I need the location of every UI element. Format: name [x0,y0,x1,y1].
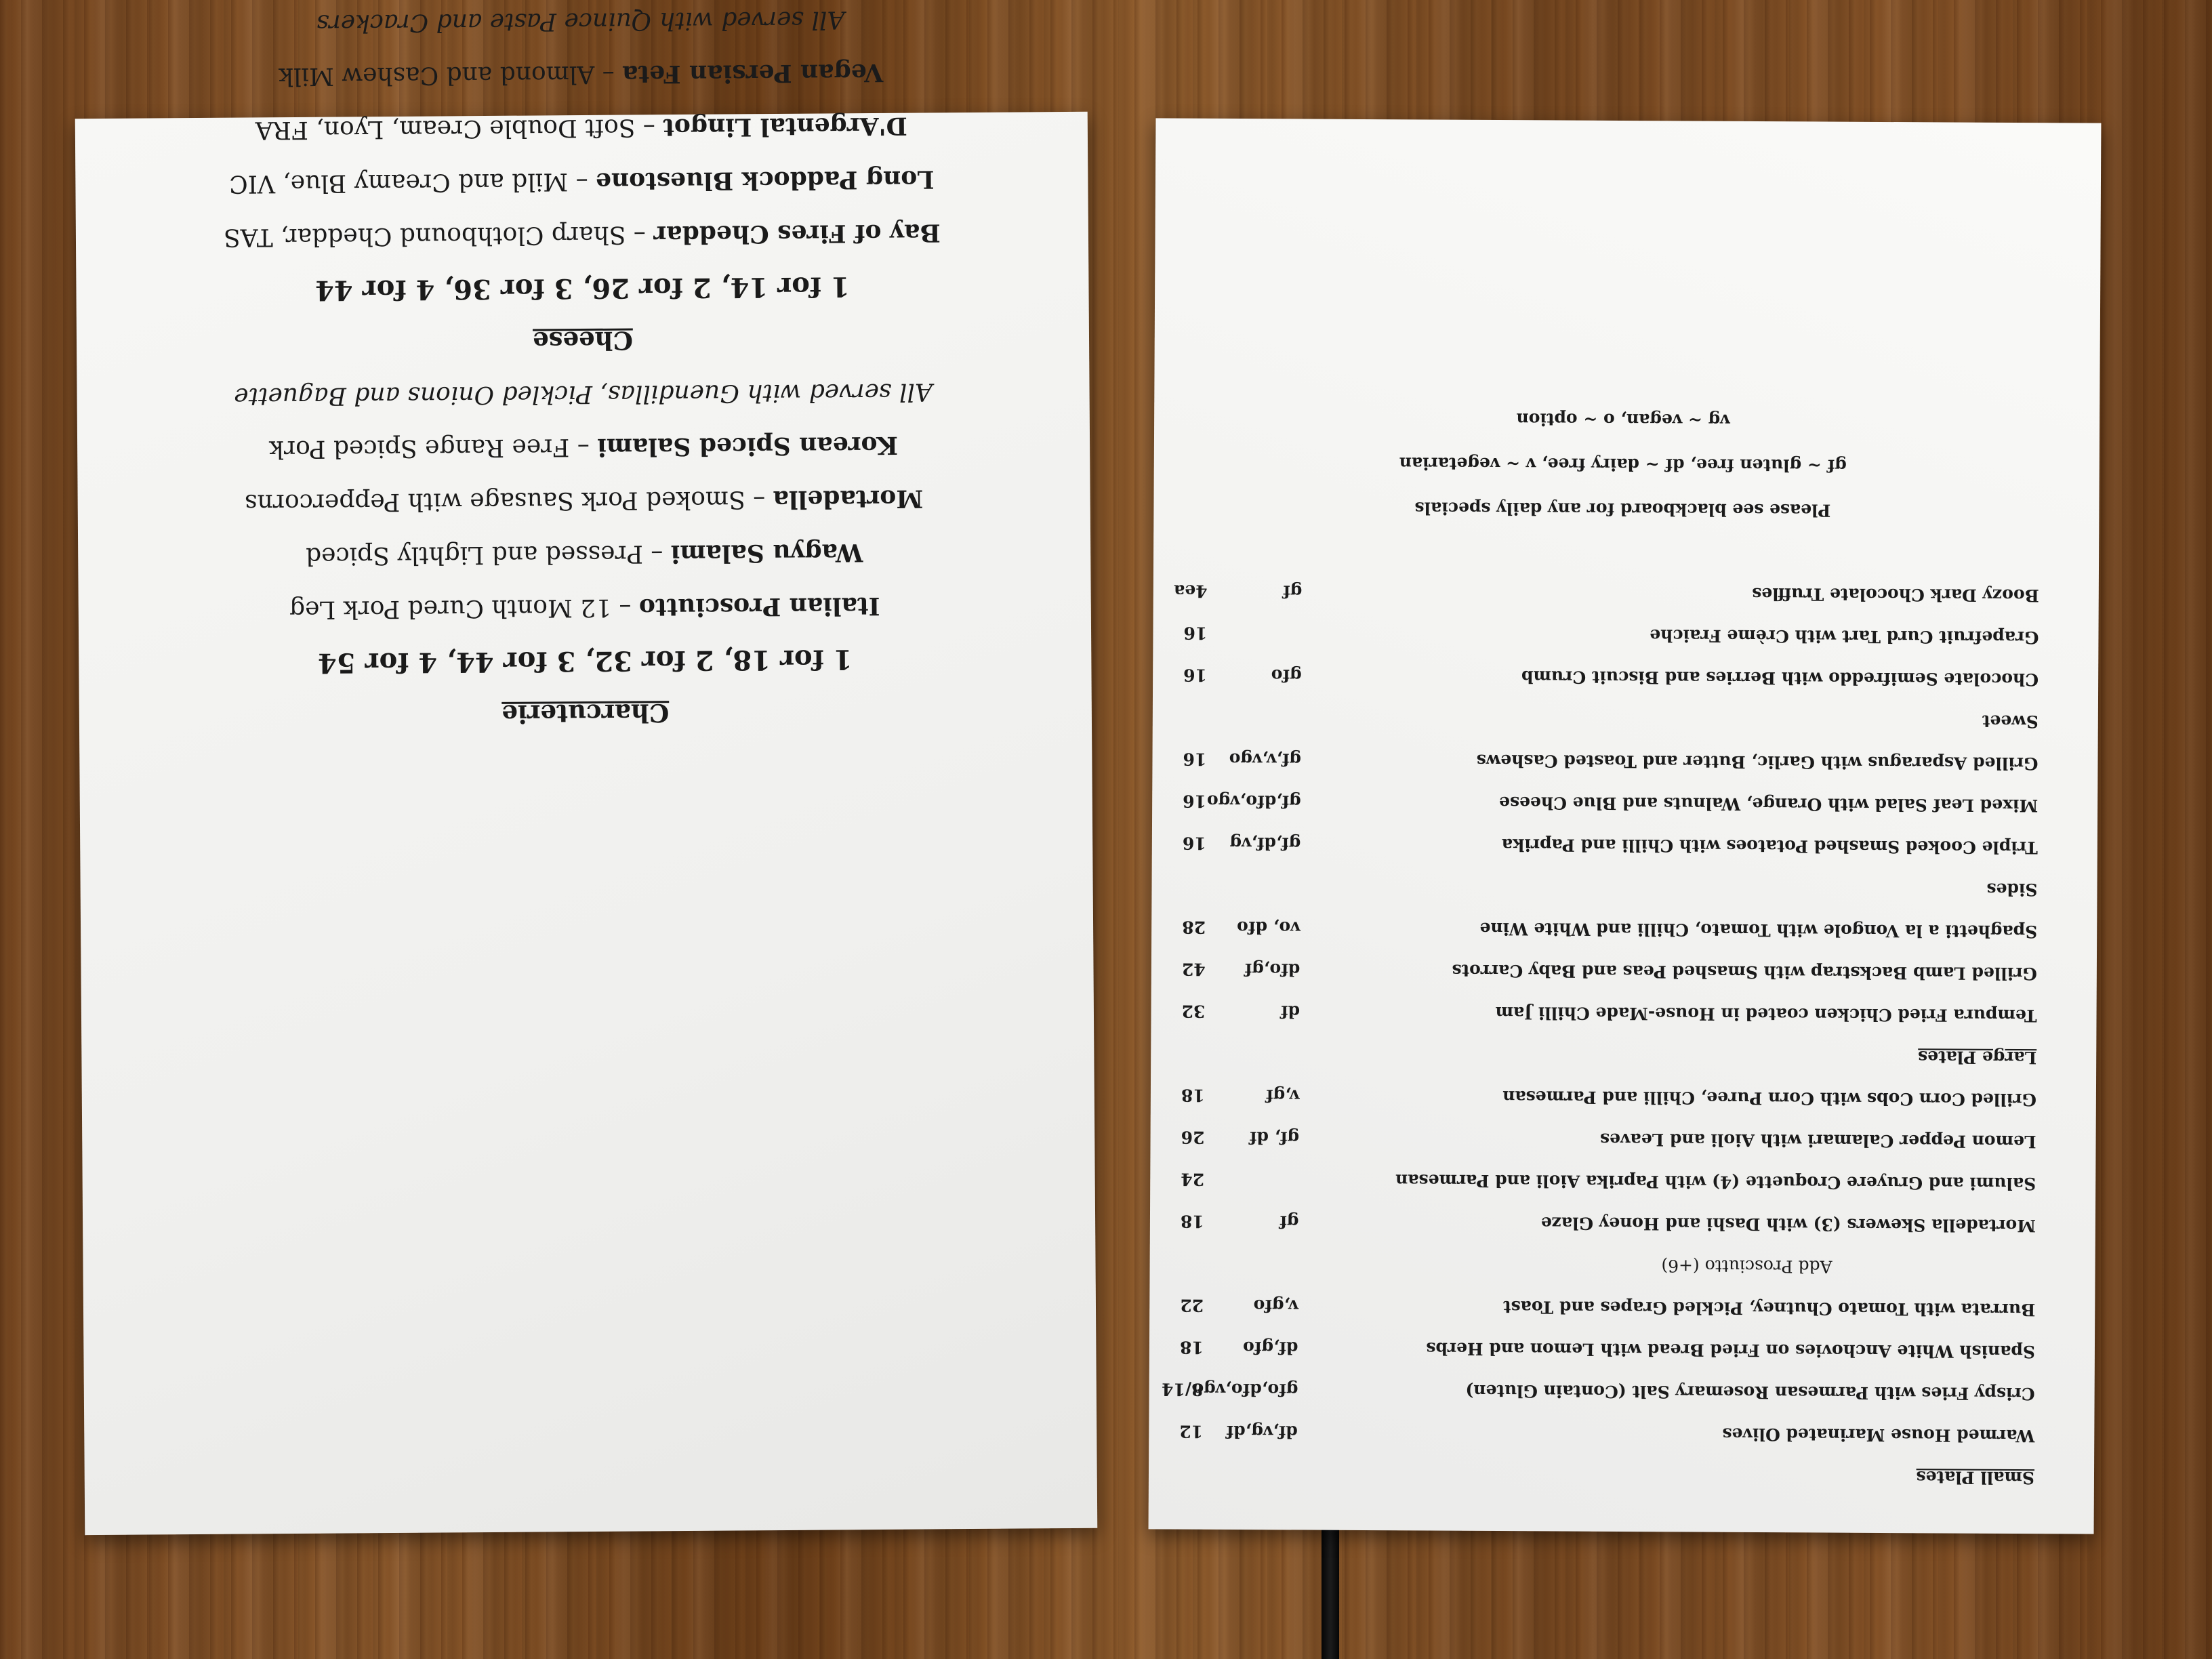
charcuterie-item [77,470,1090,531]
dietary-tags: gfo,dfo,vgo [1192,1379,1298,1400]
dietary-tags: df [1280,1002,1300,1022]
menu-row [1149,1242,2035,1288]
menu-item-name: Spanish White Anchovies on Fried Bread with Lemon and Herbs [1426,1338,2036,1362]
menu-item-name: Grapefruit Curd Tart with Crème Fraiche [1650,626,2039,648]
menu-item-price [1149,1242,1204,1284]
menu-item-price: 26 [1181,1127,1205,1147]
menu-row [1151,947,2037,994]
charcuterie-item [78,524,1091,584]
dietary-tags: gf,df,vg [1229,833,1301,854]
menu-item-price: 18 [1180,1211,1204,1231]
cheese-item-name: D'Argental Lingot [663,111,907,142]
menu-item-price: 18 [1179,1337,1204,1357]
charcuterie-item-name: Wagyu Salami [670,538,863,569]
dietary-tags: gf [1282,581,1303,602]
cheese-price-line: 1 for 14, 2 for 26, 3 for 36, 4 for 44 [314,270,851,306]
cheese-item-desc: – Mild and Creamy Blue, VIC [229,167,596,198]
menu-item-price: 32 [1181,1001,1206,1021]
cheese-heading: Cheese [532,325,634,356]
menu-item-name: Salumi and Gruyere Croquette (4) with Paprika Aioli and Parmesan [1395,1170,2036,1194]
menu-item-name: Grilled Lamb Backstrap with Smashed Peas and Baby Carrots [1452,960,2037,984]
menu-row [1153,653,2039,700]
menu-item-price: 16 [1183,665,1208,685]
dietary-tags: dfo,gf [1244,960,1300,980]
menu-row [1150,1200,2036,1246]
cheese-item [75,98,1088,158]
menu-row [1149,1326,2035,1372]
menu-row [1152,821,2038,868]
plates-menu-card [1149,118,2102,1534]
menu-row [1149,1368,2034,1414]
menu-item-price: 28 [1182,917,1206,937]
charcuterie-price-line: 1 for 18, 2 for 32, 3 for 44, 4 for 54 [317,643,853,679]
dietary-tags: gfo [1271,665,1302,686]
menu-row [1149,1410,2034,1456]
cheese-item-name: Long Paddock Bluestone [595,165,935,196]
cheese-item-name: Vegan Persian Feta [622,58,884,89]
menu-item-price: 12 [1179,1421,1204,1441]
menu-row [1153,611,2039,658]
menu-row [1149,1284,2035,1330]
charcuterie-item-name: Mortadella [773,484,924,514]
dietary-tags: gf [1279,1212,1299,1232]
menu-item-name: Chocolate Semifreddo with Berries and Biscuit Crumb [1521,667,2039,690]
right-card-content [1149,118,2102,1534]
dietary-tags: vo, dfo [1237,918,1300,938]
menu-item-price: 16 [1183,749,1207,769]
menu-row [1152,737,2038,784]
dietary-tags: v,gf [1265,1086,1300,1106]
menu-row [1151,905,2037,952]
cheese-item-desc: – Almond and Cashew Milk [279,60,623,91]
menu-item-price: 42 [1181,959,1206,979]
menu-item-price: 16 [1182,833,1206,853]
menu-item-name: Burrata with Tomato Chutney, Pickled Grapes and Toast [1502,1297,2036,1320]
charcuterie-cheese-menu-card [75,5,1098,1535]
charcuterie-item-name: Korean Spiced Salami [597,430,899,462]
charcuterie-item-desc: – 12 Month Cured Pork Leg [289,593,640,624]
cheese-item [76,205,1089,265]
menu-item-price: 16 [1183,791,1207,811]
cheese-item-desc: – Sharp Clothbound Cheddar, TAS [223,220,654,251]
menu-item-name: Add Prosciutto (+6) [1661,1256,1832,1277]
menu-row [1150,1115,2036,1162]
section-heading: Large Plates [1918,1047,2037,1068]
dietary-tags [1204,1158,1299,1201]
charcuterie-item [79,577,1092,638]
section-heading: Sides [1986,879,2038,900]
menu-item-name: Boozy Dark Chocolate Truffles [1752,583,2039,606]
cheese-item [75,151,1088,211]
charcuterie-item [77,417,1090,477]
dietary-tags [1204,1242,1298,1285]
menu-row [1151,1073,2036,1120]
menu-item-price: 16 [1183,623,1208,643]
cheese-served-note: All served with Quince Paste and Crackers [316,5,845,37]
dietary-tags: gf,v,vgo [1229,749,1302,770]
menu-item-name: Lemon Pepper Calamari with Aioli and Leaves [1599,1129,2036,1152]
dietary-tags [1207,612,1302,655]
menu-item-name: Tempura Fried Chicken coated in House-Made Chilli Jam [1495,1003,2037,1026]
cheese-item [75,44,1088,104]
charcuterie-item-desc: – Free Range Spiced Pork [268,432,598,464]
dietary-tags: df,gfo [1243,1338,1298,1358]
menu-row [1151,989,2036,1036]
specials-note: Please see blackboard for any daily specials [1414,498,1831,520]
menu-item-name: Mixed Leaf Salad with Orange, Walnuts and Blue Cheese [1498,793,2039,816]
charcuterie-served-note: All served with Guendillas, Pickled Onions and Baguette [234,377,933,411]
charcuterie-heading: Charcuterie [501,698,670,729]
menu-item-name: Grilled Asparagus with Garlic, Butter and Toasted Cashews [1476,750,2039,774]
menu-item-price: 8/14 [1162,1379,1204,1399]
dietary-legend-2: vg ~ vegan, o ~ option [1516,409,1730,430]
section-heading: Small Plates [1916,1467,2035,1488]
menu-item-name: Triple Cooked Smashed Potatoes with Chilli and Paprika [1501,835,2038,858]
charcuterie-item-name: Italian Prosciutto [638,591,880,622]
menu-item-price: 18 [1181,1085,1205,1105]
menu-item-name: Crispy Fries with Parmesan Rosemary Salt (Contain Gluten) [1465,1380,2035,1404]
dietary-tags: v,gfo [1253,1296,1298,1316]
menu-item-name: Grilled Corn Cobs with Corn Puree, Chilli and Parmesan [1502,1087,2036,1110]
dietary-tags: gf, df [1249,1128,1300,1148]
charcuterie-item-desc: – Pressed and Lightly Spiced [305,539,671,570]
menu-row [1152,779,2038,826]
dietary-legend-1: gf ~ gluten free, df ~ dairy free, v ~ vegetarian [1399,453,1847,476]
menu-item-price: 22 [1180,1295,1204,1315]
menu-row [1150,1158,2036,1204]
section-heading: Sweet [1982,711,2039,732]
dietary-tags: gf,dfo,vgo [1206,791,1301,812]
menu-item-name: Spaghetti a la Vongole with Tomato, Chilli and White Wine [1479,918,2038,942]
dietary-tags: df,vg,df [1226,1421,1298,1442]
cheese-item-desc: – Soft Double Cream, Lyon, FRA [255,113,663,144]
charcuterie-item-desc: – Smoked Pork Sausage with Peppercorns [244,485,773,517]
menu-item-name: Mortadella Skewers (3) with Dashi and Honey Glaze [1540,1213,2036,1236]
menu-row [1153,569,2039,616]
menu-item-price: 24 [1181,1169,1205,1189]
cheese-item-name: Bay of Fires Cheddar [653,218,941,249]
left-card-content [75,5,1098,1535]
menu-item-price: 4ea [1174,581,1208,601]
menu-item-name: Warmed House Marinated Olives [1722,1424,2035,1446]
